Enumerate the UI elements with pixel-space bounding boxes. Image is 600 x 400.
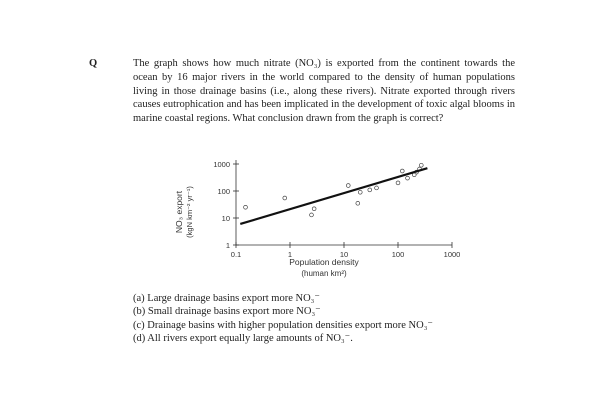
trend-line <box>240 168 427 224</box>
question-text: The graph shows how much nitrate (NO₃) is exported from the continent towards the ocean by 16 major rivers in the world compared to the density of human populations living in those drainage basins (i.e., along these rivers). Nitrate exported through rivers causes eutrophication and has been implicated in the development of toxic algal blooms in marine coastal regions. What conclusion drawn from the graph is correct? <box>133 58 515 125</box>
data-point <box>356 201 360 205</box>
data-point <box>406 176 410 180</box>
scatter-chart <box>160 150 460 285</box>
x-tick-label: 1 <box>287 250 293 259</box>
option-d[interactable]: (d) All rivers export equally large amounts of NO₃⁻. <box>133 333 353 345</box>
data-point <box>358 190 362 194</box>
answer-options <box>133 292 433 346</box>
y-tick-label: 1 <box>225 241 230 250</box>
x-tick-label: 1000 <box>443 250 460 259</box>
x-tick-label: 0.1 <box>230 250 242 259</box>
data-point <box>310 213 314 217</box>
y-tick-label: 100 <box>217 187 230 196</box>
y-tick-label: 10 <box>221 214 230 223</box>
y-axis-label-line2: (kgN km⁻² yr⁻¹) <box>185 186 194 238</box>
data-point <box>400 169 404 173</box>
data-point <box>346 184 350 188</box>
option-c[interactable]: (c) Drainage basins with higher population densities export more NO₃⁻ <box>133 319 433 331</box>
question-number: Q <box>89 58 98 69</box>
x-axis-label-line1: Population density <box>289 257 359 267</box>
y-tick-label: 1000 <box>213 160 230 169</box>
data-point <box>244 205 248 209</box>
y-axis-label-line1: NO₃ export <box>174 190 184 234</box>
x-tick-label: 10 <box>339 250 349 259</box>
data-point <box>368 188 372 192</box>
option-a[interactable]: (a) Large drainage basins export more NO₃⁻ <box>133 293 320 304</box>
option-b[interactable]: (b) Small drainage basins export more NO₃⁻ <box>133 306 321 318</box>
data-point <box>283 196 287 200</box>
x-tick-label: 100 <box>391 250 405 259</box>
data-point <box>419 163 423 167</box>
chart-svg <box>160 150 460 280</box>
data-point <box>312 207 316 211</box>
data-point <box>375 186 379 190</box>
x-axis-label-line2: (human km²) <box>301 269 347 278</box>
data-point <box>396 181 400 185</box>
